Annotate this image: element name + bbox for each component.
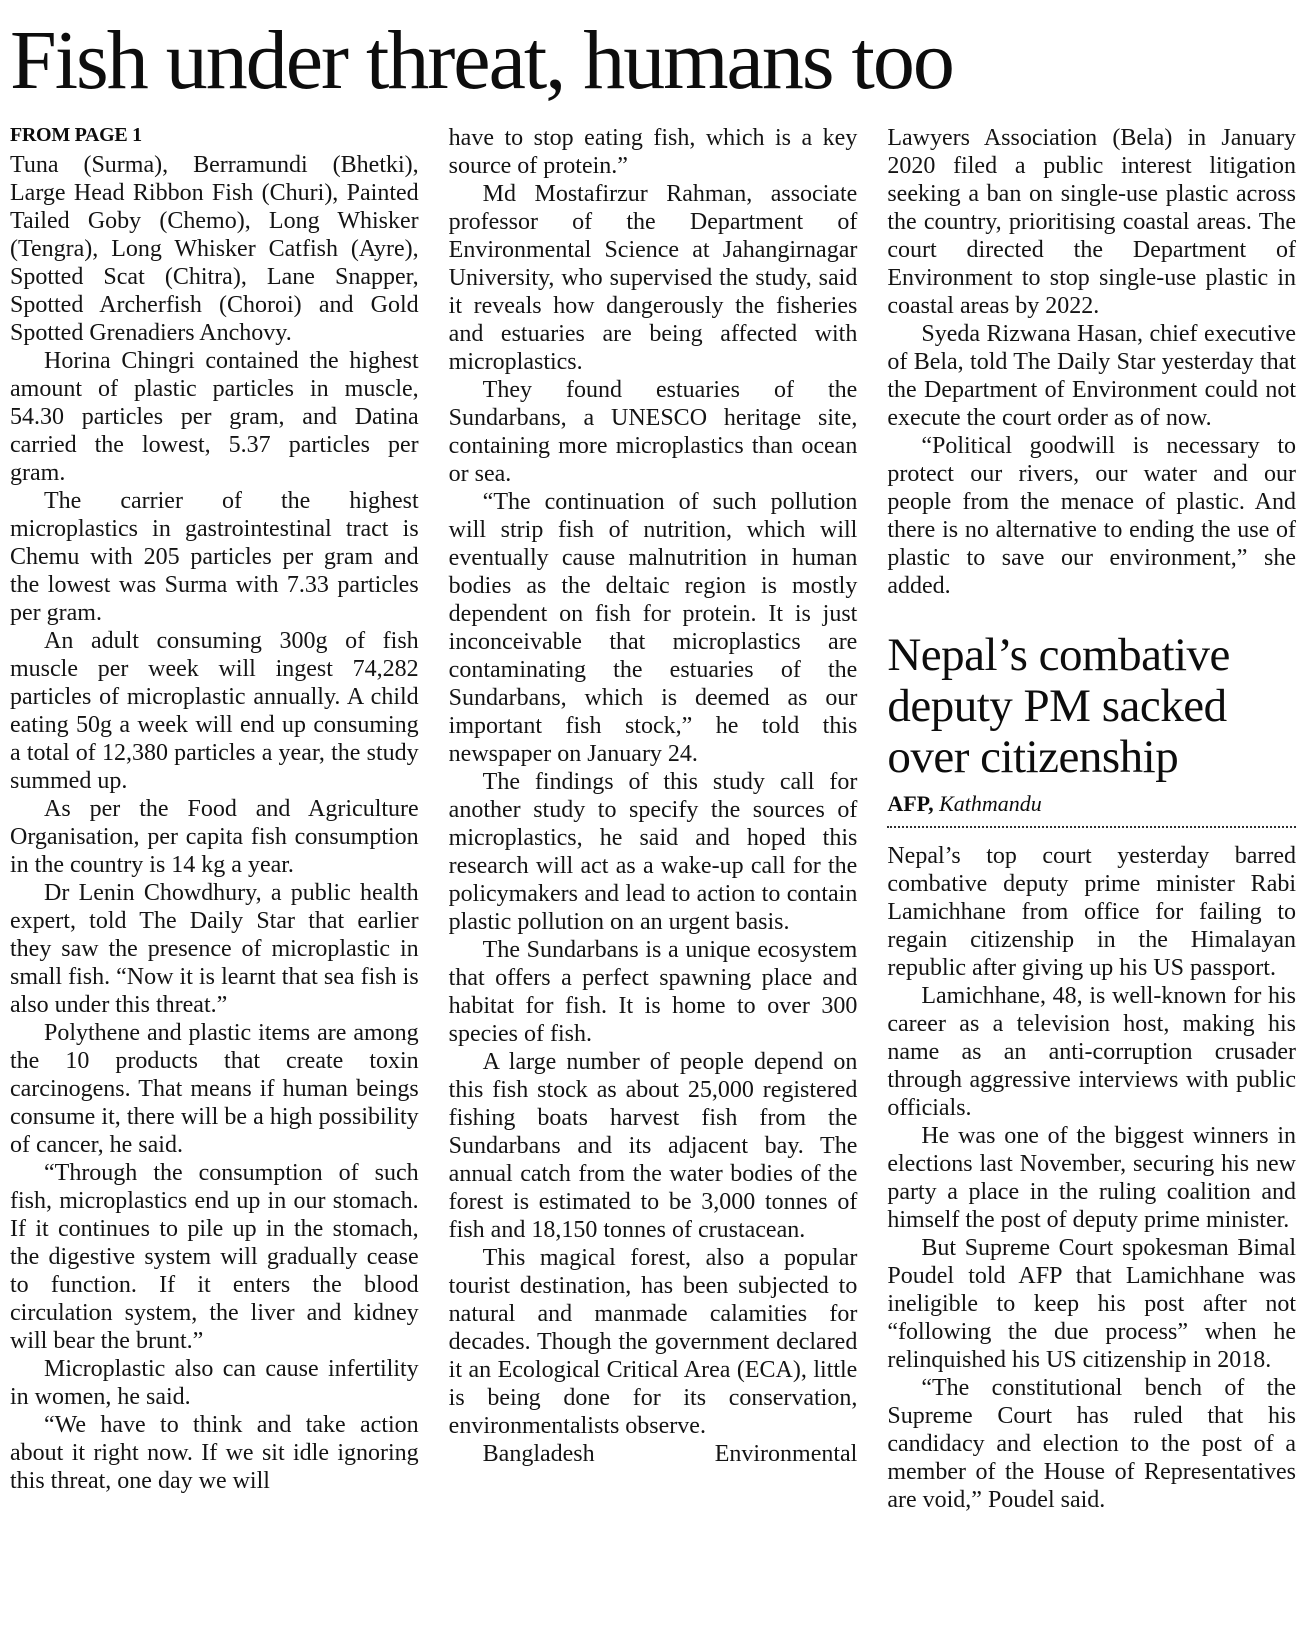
column-2-paragraphs <box>449 124 858 1468</box>
paragraph: Nepal’s top court yesterday barred combative deputy prime minister Rabi Lamichhane from office for failing to regain citizenship in the Himalayan republic after giving up his US passport. <box>887 843 1297 982</box>
paragraph: “We have to think and take action about it right now. If we sit idle ignoring this threat, one day we will <box>10 1411 419 1494</box>
paragraph: They found estuaries of the Sundarbans, a UNESCO heritage site, containing more microplastics than ocean or sea. <box>448 376 858 487</box>
article2-paragraphs <box>887 842 1296 1514</box>
article-columns <box>10 124 1296 1515</box>
from-page-label: FROM PAGE 1 <box>10 123 142 146</box>
paragraph: He was one of the biggest winners in elections last November, securing his new party a place in the ruling coalition and himself the post of deputy prime minister. <box>887 1123 1297 1234</box>
paragraph: Horina Chingri contained the highest amount of plastic particles in muscle, 54.30 particles per gram, and Datina carried the lowest, 5.37 particles per gram. <box>10 347 419 486</box>
byline <box>887 791 1296 817</box>
paragraph: Tuna (Surma), Berramundi (Bhetki), Large Head Ribbon Fish (Churi), Painted Tailed Goby (Chemo), Long Whisker (Tengra), Long Whisker Catfish (Ayre), Spotted Scat (Chitra), Lane Snapper, Spotted Archerfish (Choroi) and Gold Spotted Grenadiers Anchovy. <box>10 151 419 346</box>
secondary-headline: Nepal’s combative deputy PM sacked over citizenship <box>887 628 1230 784</box>
paragraph: “The constitutional bench of the Supreme Court has ruled that his candidacy and election to the post of a member of the House of Representatives are void,” Poudel said. <box>887 1375 1297 1514</box>
paragraph: Bangladesh Environmental <box>482 1440 858 1467</box>
paragraph: An adult consuming 300g of fish muscle per week will ingest 74,282 particles of microplastic annually. A child eating 50g a week will end up consuming a total of 12,380 particles a year, the study summed up. <box>10 627 419 794</box>
column-2 <box>449 124 858 1468</box>
paragraph: Md Mostafirzur Rahman, associate professor of the Department of Environmental Science at Jahangirnagar University, who supervised the study, said it reveals how dangerously the fisheries and estuaries are being affected with microplastics. <box>448 180 858 375</box>
paragraph: Microplastic also can cause infertility in women, he said. <box>10 1355 419 1410</box>
paragraph: The carrier of the highest microplastics in gastrointestinal tract is Chemu with 205 particles per gram and the lowest was Surma with 7.33 particles per gram. <box>10 487 419 626</box>
byline-agency: AFP, <box>887 791 934 817</box>
paragraph: The findings of this study call for another study to specify the sources of microplastics, he said and hoped this research will act as a wake-up call for the policymakers and lead to action to contain plastic pollution on an urgent basis. <box>448 768 858 935</box>
paragraph: Syeda Rizwana Hasan, chief executive of Bela, told The Daily Star yesterday that the Department of Environment could not execute the court order as of now. <box>887 320 1297 431</box>
paragraph: “Through the consumption of such fish, microplastics end up in our stomach. If it continues to pile up in the stomach, the digestive system will gradually cease to function. If it enters the blood circulation system, the liver and kidney will bear the brunt.” <box>10 1159 419 1354</box>
paragraph: Dr Lenin Chowdhury, a public health expert, told The Daily Star that earlier they saw the presence of microplastic in small fish. “Now it is learnt that sea fish is also under this threat.” <box>10 879 419 1018</box>
paragraph: “Political goodwill is necessary to protect our rivers, our water and our people from the menace of plastic. And there is no alternative to ending the use of plastic to save our environment,” she added. <box>887 432 1297 599</box>
column-3-paragraphs <box>887 124 1296 600</box>
main-headline: Fish under threat, humans too <box>10 14 953 107</box>
column-1 <box>10 124 419 1495</box>
paragraph: have to stop eating fish, which is a key source of protein.” <box>448 124 858 179</box>
paragraph: “The continuation of such pollution will strip fish of nutrition, which will eventually cause malnutrition in human bodies as the deltaic region is mostly dependent on fish for protein. It is just inconceivable that microplastics are contaminating the estuaries of the Sundarbans, which is deemed as our important fish stock,” he told this newspaper on January 24. <box>448 488 858 767</box>
paragraph: Lamichhane, 48, is well-known for his career as a television host, making his name as an anti-corruption crusader through aggressive interviews with public officials. <box>887 983 1297 1122</box>
paragraph: As per the Food and Agriculture Organisation, per capita fish consumption in the country is 14 kg a year. <box>10 795 419 878</box>
paragraph: Polythene and plastic items are among the 10 products that create toxin carcinogens. That means if human beings consume it, there will be a high possibility of cancer, he said. <box>10 1019 419 1158</box>
byline-location: Kathmandu <box>939 791 1042 817</box>
paragraph: Lawyers Association (Bela) in January 2020 filed a public interest litigation seeking a ban on single-use plastic across the country, prioritising coastal areas. The court directed the Department of Environment to stop single-use plastic in coastal areas by 2022. <box>887 124 1297 319</box>
paragraph: But Supreme Court spokesman Bimal Poudel told AFP that Lamichhane was ineligible to keep his post after not “following the due process” when he relinquished his US citizenship in 2018. <box>887 1235 1297 1374</box>
column-1-paragraphs <box>10 151 419 1495</box>
paragraph: A large number of people depend on this fish stock as about 25,000 registered fishing boats harvest fish from the Sundarbans and its adjacent bay. The annual catch from the water bodies of the forest is estimated to be 3,000 tonnes of fish and 18,150 tonnes of crustacean. <box>448 1048 858 1243</box>
column-3 <box>887 124 1296 1515</box>
paragraph: This magical forest, also a popular tourist destination, has been subjected to natural and manmade calamities for decades. Though the government declared it an Ecological Critical Area (ECA), little is being done for its conservation, environmentalists observe. <box>448 1244 858 1439</box>
dotted-separator <box>887 825 1296 828</box>
paragraph: The Sundarbans is a unique ecosystem that offers a perfect spawning place and habitat for fish. It is home to over 300 species of fish. <box>448 936 858 1047</box>
